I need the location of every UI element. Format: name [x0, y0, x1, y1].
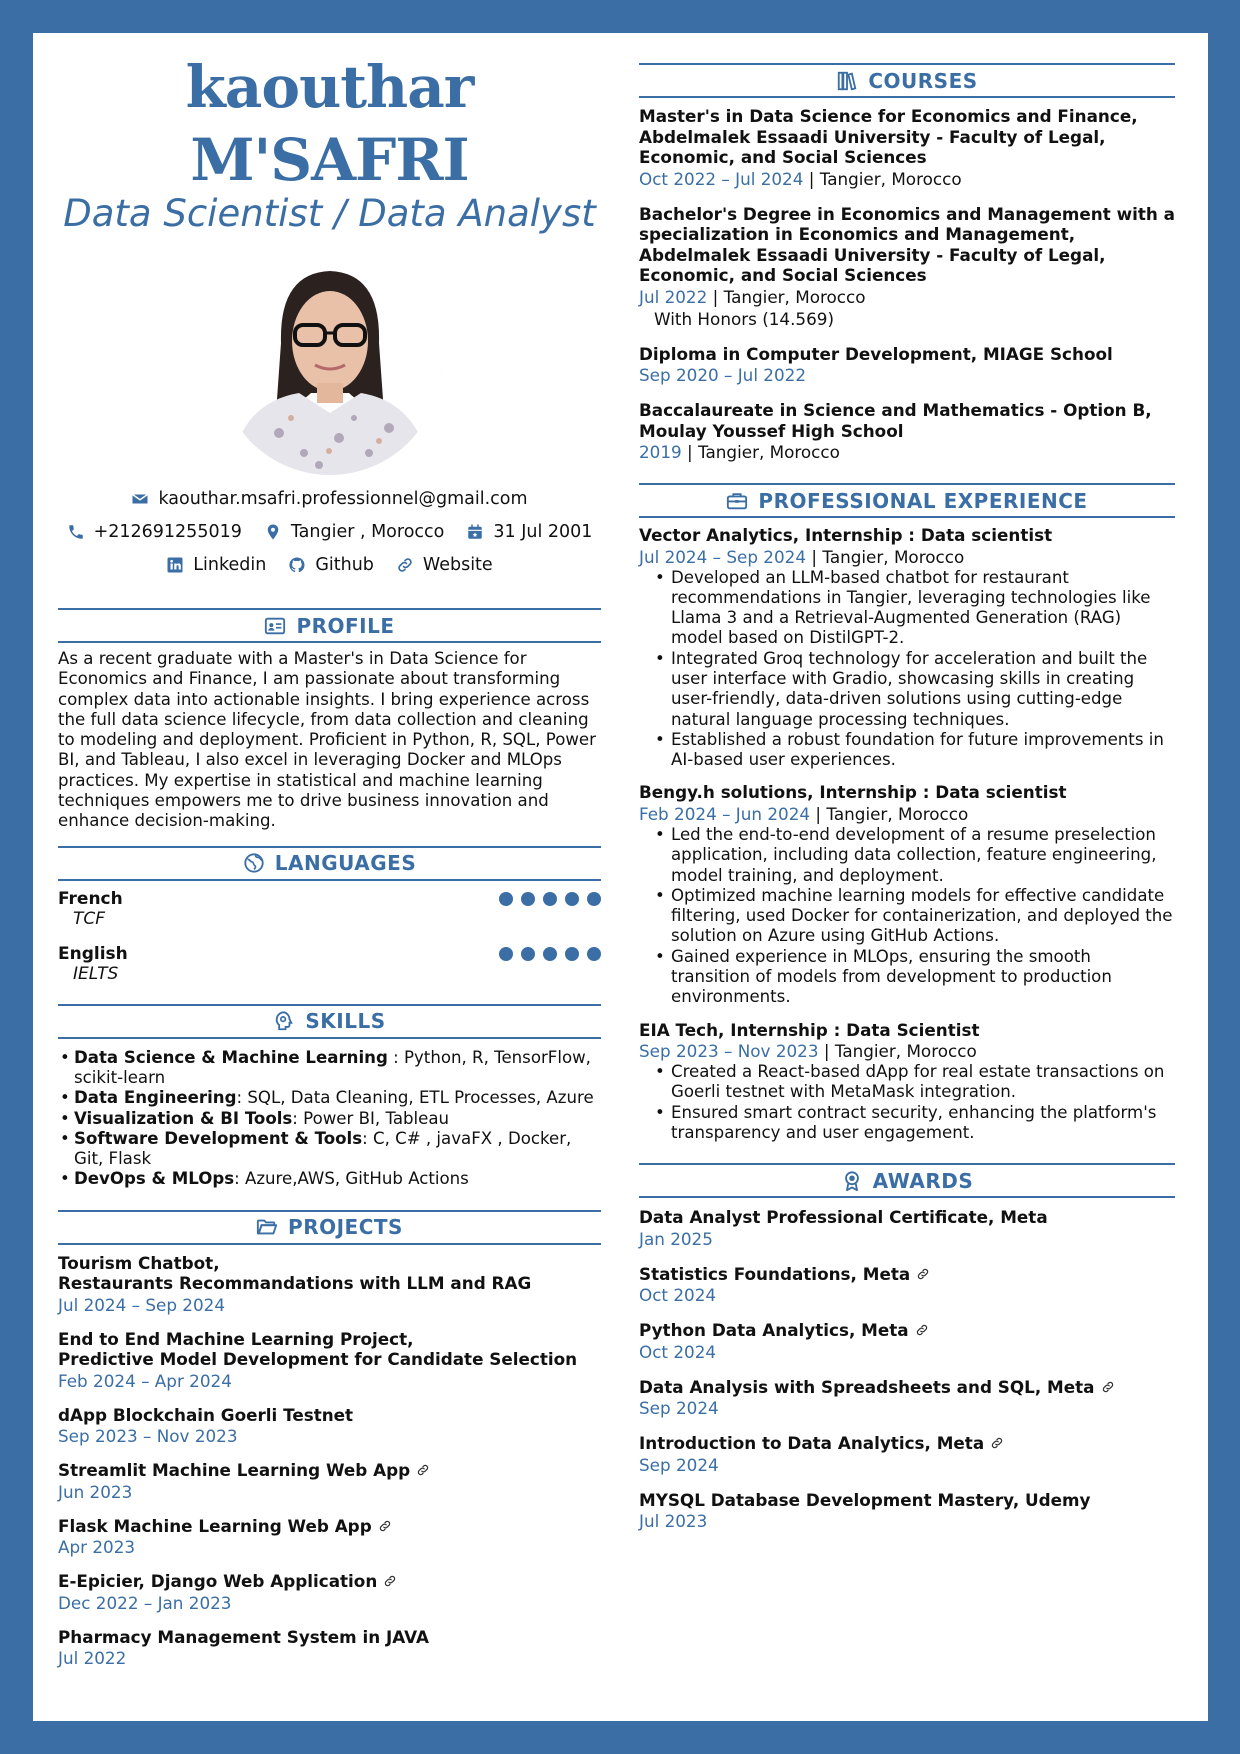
skill-item: • Data Science & Machine Learning : Python, R, TensorFlow, scikit-learn	[58, 1048, 601, 1089]
award-item: MYSQL Database Development Mastery, Udemy Jul 2023	[639, 1489, 1091, 1532]
github-icon	[288, 556, 306, 574]
profile-text: As a recent graduate with a Master's in Data Science for Economics and Finance, I am passionate about transforming complex data into actionable insights. I bring experience across the full data science lifecycle, from data collection and cleaning to modeling and deployment. Proficient in Python, R, SQL, Power BI, and Tableau, I also excel in leveraging Docker and MLOps practices. My expertise in statistical and machine learning techniques empowers me to drive business innovation and enhance decision-making.	[58, 649, 596, 831]
course-list	[639, 106, 1175, 463]
briefcase-icon	[726, 490, 748, 512]
language-level	[499, 947, 601, 961]
award-link-icon[interactable]	[916, 1267, 930, 1281]
skills-list	[58, 1048, 601, 1190]
phone-text: +212691255019	[93, 522, 242, 542]
map-pin-icon	[264, 523, 282, 541]
email-link[interactable]	[131, 489, 527, 509]
level-dot	[521, 892, 535, 906]
skills-heading: SKILLS	[58, 1004, 601, 1039]
books-icon	[836, 70, 858, 92]
birthdate-text: 31 Jul 2001	[493, 522, 593, 542]
calendar-icon	[466, 523, 484, 541]
location-text: Tangier , Morocco	[290, 522, 445, 542]
left-column	[58, 51, 601, 1682]
course-item: Baccalaureate in Science and Mathematics - Option B, Moulay Youssef High School 2019 | Tangier, Morocco	[639, 400, 1152, 462]
award-item: Introduction to Data Analytics, Meta Sep 2024	[639, 1433, 1175, 1476]
course-item: Master's in Data Science for Economics and Finance, Abdelmalek Essaadi University - Faculty of Legal, Economic, and Social Sciences Oct 2022 – Jul 2024 | Tangier, Morocco	[639, 106, 1138, 189]
github-label: Github	[315, 555, 374, 575]
courses-section	[639, 63, 1175, 463]
contact-info	[58, 489, 601, 575]
linkedin-link[interactable]	[166, 555, 266, 575]
languages-heading: LANGUAGES	[58, 846, 601, 881]
award-link-icon[interactable]	[915, 1323, 929, 1337]
skills-section	[58, 1004, 601, 1190]
id-card-icon	[264, 615, 286, 637]
language-name: French	[58, 888, 123, 909]
experience-bullet: • Gained experience in MLOps, ensuring the smooth transition of models from development to production environments.	[639, 947, 1175, 1008]
website-link[interactable]	[396, 555, 493, 575]
phone-link[interactable]	[67, 522, 242, 542]
email-text: kaouthar.msafri.professionnel@gmail.com	[158, 489, 528, 509]
birthdate	[466, 522, 592, 542]
candidate-name: kaouthar M'SAFRI	[185, 53, 474, 194]
language-item	[58, 889, 601, 929]
project-item: dApp Blockchain Goerli Testnet Sep 2023 – Nov 2023	[58, 1404, 354, 1447]
project-item: End to End Machine Learning Project, Predictive Model Development for Candidate Selection Feb 2024 – Apr 2024	[58, 1328, 578, 1391]
website-label: Website	[422, 555, 493, 575]
language-level	[499, 892, 601, 906]
link-icon	[396, 556, 414, 574]
project-item: Streamlit Machine Learning Web App Jun 2023	[58, 1460, 601, 1503]
experience-bullet: • Established a robust foundation for future improvements in AI-based user experiences.	[639, 730, 1175, 771]
experience-heading: PROFESSIONAL EXPERIENCE	[639, 483, 1175, 518]
award-ribbon-icon	[841, 1170, 863, 1192]
project-link-icon[interactable]	[416, 1463, 430, 1477]
course-item: Diploma in Computer Development, MIAGE School Sep 2020 – Jul 2022	[639, 343, 1113, 385]
course-item: Bachelor's Degree in Economics and Management with a specialization in Economics and Management, Abdelmalek Essaadi University - Faculty of Legal, Economic, and Social Sciences Jul 2022 | Tangier, Morocco With Honors (14.569)	[639, 203, 1175, 329]
language-name: English	[58, 943, 128, 964]
languages-section	[58, 846, 601, 984]
language-cert: IELTS	[73, 963, 119, 984]
linkedin-icon	[166, 556, 184, 574]
project-link-icon[interactable]	[383, 1574, 397, 1588]
project-link-icon[interactable]	[378, 1519, 392, 1533]
project-item: E-Epicier, Django Web Application Dec 2022 – Jan 2023	[58, 1571, 601, 1614]
linkedin-label: Linkedin	[193, 555, 267, 575]
language-list	[58, 889, 601, 984]
envelope-icon	[131, 490, 149, 508]
award-item: Statistics Foundations, Meta Oct 2024	[639, 1264, 1175, 1307]
level-dot	[521, 947, 535, 961]
language-cert: TCF	[73, 908, 106, 929]
awards-section	[639, 1163, 1175, 1532]
projects-heading: PROJECTS	[58, 1210, 601, 1245]
level-dot	[543, 947, 557, 961]
level-dot	[565, 947, 579, 961]
language-item	[58, 944, 601, 984]
award-link-icon[interactable]	[1101, 1380, 1115, 1394]
github-link[interactable]	[288, 555, 374, 575]
level-dot	[499, 947, 513, 961]
project-item: Pharmacy Management System in JAVA Jul 2022	[58, 1626, 429, 1669]
globe-icon	[243, 852, 265, 874]
profile-heading: PROFILE	[58, 608, 601, 643]
award-item: Data Analysis with Spreadsheets and SQL, Meta Sep 2024	[639, 1377, 1175, 1420]
resume-page	[33, 33, 1208, 1721]
award-item: Data Analyst Professional Certificate, Meta Jan 2025	[639, 1207, 1048, 1249]
experience-item: Bengy.h solutions, Internship : Data scientist Feb 2024 – Jun 2024 | Tangier, Morocco • Led the end-to-end development of a resume preselection application, including data collection, feature engineering, model training, and deployment. • Optimized machine learning models for effective candidate filtering, used Docker for containerization, and deployed the solution on Azure using GitHub Actions. • Gained experience in MLOps, ensuring the smooth transition of models from development to production environments.	[639, 782, 1175, 1007]
projects-section	[58, 1210, 601, 1670]
level-dot	[587, 892, 601, 906]
experience-list	[639, 525, 1175, 1143]
phone-icon	[67, 523, 85, 541]
awards-heading: AWARDS	[639, 1163, 1175, 1198]
project-item: Tourism Chatbot, Restaurants Recommandations with LLM and RAG Jul 2024 – Sep 2024	[58, 1252, 532, 1315]
experience-section	[639, 483, 1175, 1143]
location	[264, 522, 445, 542]
skill-item: • Software Development & Tools: C, C# , javaFX , Docker, Git, Flask	[58, 1129, 601, 1170]
courses-heading: COURSES	[639, 63, 1175, 98]
level-dot	[587, 947, 601, 961]
brain-head-icon	[273, 1010, 295, 1032]
level-dot	[543, 892, 557, 906]
profile-photo	[219, 253, 441, 475]
award-list	[639, 1207, 1175, 1532]
skill-item: • Data Engineering: SQL, Data Cleaning, ETL Processes, Azure	[58, 1088, 601, 1108]
experience-bullet: • Ensured smart contract security, enhancing the platform's transparency and user engagement.	[639, 1103, 1175, 1144]
folder-open-icon	[256, 1216, 278, 1238]
job-title: Data Scientist / Data Analyst	[63, 192, 596, 235]
experience-bullet: • Optimized machine learning models for effective candidate filtering, used Docker for containerization, and deployed the solution on Azure using GitHub Actions.	[639, 886, 1175, 947]
project-item: Flask Machine Learning Web App Apr 2023	[58, 1516, 601, 1559]
level-dot	[565, 892, 579, 906]
skill-item: • Visualization & BI Tools: Power BI, Tableau	[58, 1109, 601, 1129]
experience-item: EIA Tech, Internship : Data Scientist Sep 2023 – Nov 2023 | Tangier, Morocco • Created a React-based dApp for real estate transactions on Goerli testnet with MetaMask integration. • Ensured smart contract security, enhancing the platform's transparency and user engagement.	[639, 1020, 1175, 1144]
level-dot	[499, 892, 513, 906]
profile-section	[58, 608, 601, 832]
experience-bullet: • Integrated Groq technology for acceleration and built the user interface with Gradio, showcasing skills in creating user-friendly, data-driven solutions using cutting-edge natural language processing techniques.	[639, 649, 1175, 730]
project-list	[58, 1253, 601, 1670]
skill-item: • DevOps & MLOps: Azure,AWS, GitHub Actions	[58, 1169, 601, 1189]
experience-bullet: • Created a React-based dApp for real estate transactions on Goerli testnet with MetaMask integration.	[639, 1062, 1175, 1103]
award-item: Python Data Analytics, Meta Oct 2024	[639, 1320, 1175, 1363]
award-link-icon[interactable]	[990, 1436, 1004, 1450]
experience-item: Vector Analytics, Internship : Data scientist Jul 2024 – Sep 2024 | Tangier, Morocco • Developed an LLM-based chatbot for restaurant recommendations in Tangier, leveraging technologies like Llama 3 and a Retrieval-Augmented Generation (RAG) model based on DistilGPT-2. • Integrated Groq technology for acceleration and built the user interface with Gradio, showcasing skills in creating user-friendly, data-driven solutions using cutting-edge natural language processing techniques. • Established a robust foundation for future improvements in AI-based user experiences.	[639, 525, 1175, 770]
experience-bullet: • Developed an LLM-based chatbot for restaurant recommendations in Tangier, leveraging technologies like Llama 3 and a Retrieval-Augmented Generation (RAG) model based on DistilGPT-2.	[639, 568, 1175, 649]
right-column	[639, 63, 1175, 1546]
experience-bullet: • Led the end-to-end development of a resume preselection application, including data collection, feature engineering, model training, and deployment.	[639, 825, 1175, 886]
